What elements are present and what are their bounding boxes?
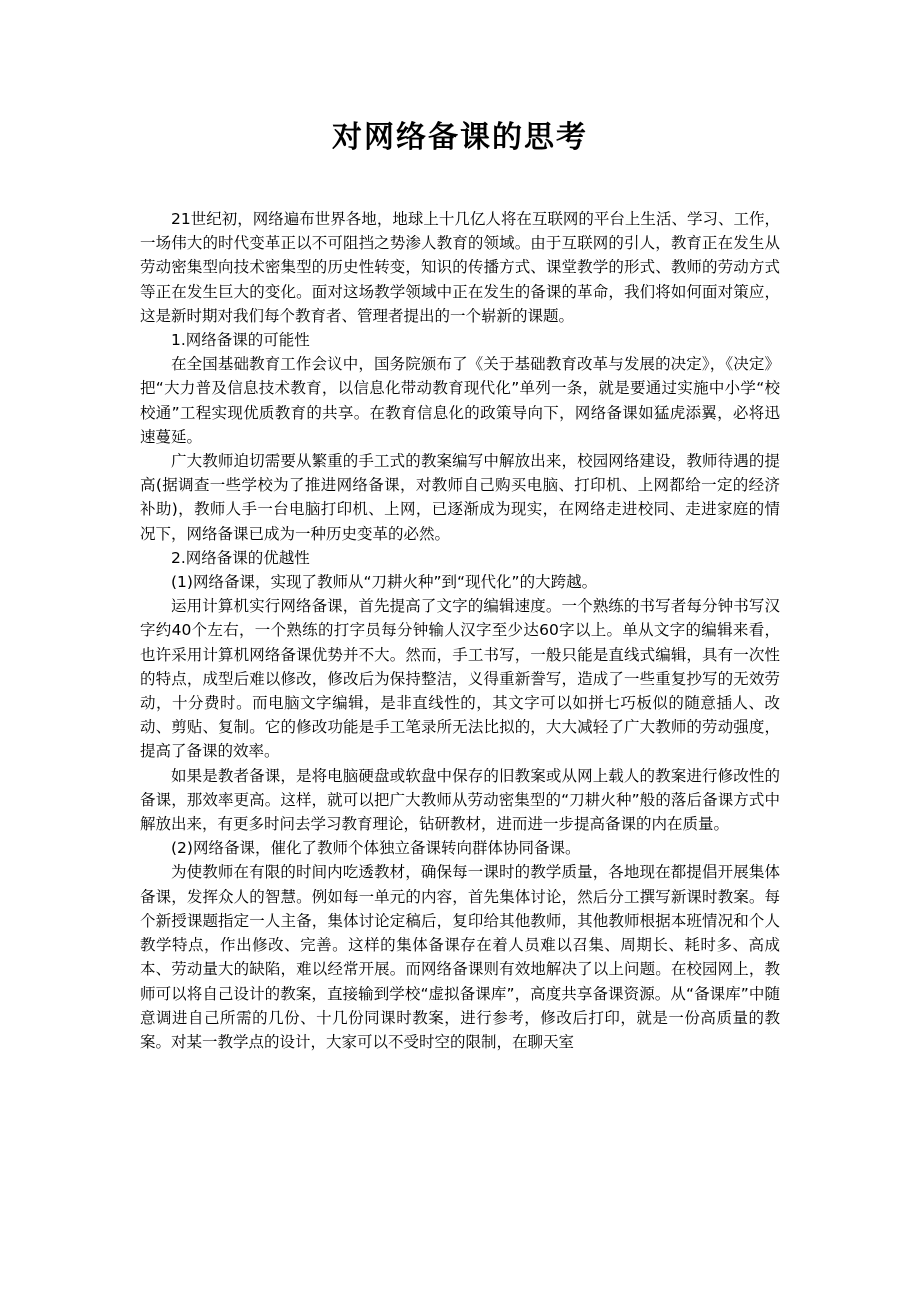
paragraph: 运用计算机实行网络备课，首先提高了文字的编辑速度。一个熟练的书写者每分钟书写汉字约40个左右，一个熟练的打字员每分钟输人汉字至少达60字以上。单从文字的编辑来看，也许采用计算机网络备课优势并不大。然而，手工书写，一般只能是直线式编辑，具有一次性的特点，成型后难以修改，修改后为保持整洁，义得重新誊写，造成了一些重复抄写的无效劳动，十分费时。而电脑文字编辑，是非直线性的，其文字可以如拼七巧板似的随意插人、改动、剪贴、复制。它的修改功能是手工笔录所无法比拟的，大大减轻了广大教师的劳动强度，提高了备课的效率。 — [140, 597, 780, 761]
paragraph: 为使教师在有限的时间内吃透教材，确保每一课时的教学质量，各地现在都提倡开展集体备课，发挥众人的智慧。例如每一单元的内容，首先集体讨论，然后分工撰写新课时教案。每个新授课题指定一人主备，集体讨论定稿后，复印给其他教师，其他教师根据本班情况和个人教学特点，作出修改、完善。这样的集体备课存在着人员难以召集、周期长、耗时多、高成本、劳动量大的缺陷，难以经常开展。而网络备课则有效地解决了以上问题。在校园网上，教师可以将自己设计的教案，直接输到学校“虚拟备课库”，高度共享备课资源。从“备课库”中随意调进自己所需的几份、十几份同课时教案，进行参考，修改后打印，就是一份高质量的教案。对某一教学点的设计，大家可以不受时空的限制，在聊天室 — [140, 863, 780, 1051]
paragraph-intro: 21世纪初，网络遍布世界各地，地球上十几亿人将在互联网的平台上生活、学习、工作，一场伟大的时代变革正以不可阻挡之势渗人教育的领域。由于互联网的引人，教育正在发生从劳动密集型向技术密集型的历史性转变，知识的传播方式、课堂教学的形式、教师的劳动方式等正在发生巨大的变化。面对这场教学领域中正在发生的备课的革命，我们将如何面对策应，这是新时期对我们每个教育者、管理者提出的一个崭新的课题。 — [140, 210, 780, 325]
paragraph: 在全国基础教育工作会议中，国务院颁布了《关于基础教育改革与发展的决定》，《决定》把“大力普及信息技术教育，以信息化带动教育现代化”单列一条，就是要通过实施中小学“校校通”工程实现优质教育的共享。在教育信息化的政策导向下，网络备课如猛虎添翼，必将迅速蔓延。 — [140, 355, 780, 446]
paragraph: 如果是教者备课，是将电脑硬盘或软盘中保存的旧教案或从网上载人的教案进行修改性的备课，那效率更高。这样，就可以把广大教师从劳动密集型的“刀耕火种”般的落后备课方式中解放出来，有更多时问去学习教育理论，钻研教材，进而进一步提高备课的内在质量。 — [140, 766, 780, 834]
paragraph: 广大教师迫切需要从繁重的手工式的教案编写中解放出来，校园网络建设，教师待遇的提高(据调查一些学校为了推进网络备课，对教师自己购买电脑、打印机、上网都给一定的经济补助)，教师人手一台电脑打印机、上网，已逐渐成为现实，在网络走进校同、走进家庭的情况下，网络备课已成为一种历史变革的必然。 — [140, 452, 780, 543]
subsection-heading-1: (1)网络备课，实现了教师从“刀耕火种”到“现代化”的大跨越。 — [171, 573, 598, 592]
document-body — [140, 207, 780, 1054]
section-heading-2: 2.网络备课的优越性 — [171, 548, 310, 567]
subsection-heading-2: (2)网络备课，催化了教师个体独立备课转向群体协同备课。 — [171, 839, 581, 858]
section-heading-1: 1.网络备课的可能性 — [171, 331, 310, 350]
document-title: 对网络备课的思考 — [332, 120, 588, 155]
